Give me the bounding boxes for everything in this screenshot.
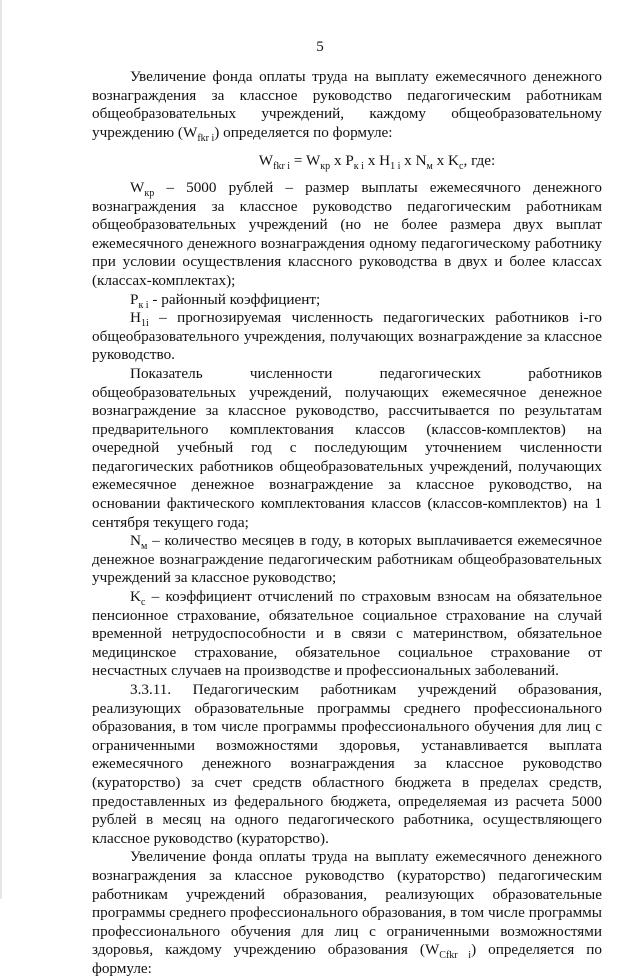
paragraph bbox=[92, 588, 602, 681]
subscript: с bbox=[140, 597, 146, 609]
text-run: – количество месяцев в году, в которых выплачивается ежемесячное денежное вознаграждение педагогическим работникам общеобразовательных учреждений за классное руководство; bbox=[92, 532, 602, 587]
subscript: м bbox=[426, 161, 433, 173]
text-run: K bbox=[130, 588, 141, 606]
paragraph bbox=[92, 532, 602, 588]
subscript: 1 i bbox=[390, 161, 401, 173]
subscript: к i bbox=[138, 299, 149, 311]
paragraph bbox=[92, 179, 602, 291]
text-run: x P bbox=[330, 152, 354, 170]
text-run: N bbox=[130, 532, 141, 550]
subscript: fkr i bbox=[197, 132, 215, 144]
subscript: fkr i bbox=[273, 161, 291, 173]
paragraph bbox=[92, 68, 602, 142]
text-run: H bbox=[130, 309, 141, 327]
text-run: = W bbox=[290, 152, 321, 170]
text-run: 3.3.11. Педагогическим работникам учреждений образования, реализующих образовательные программы среднего профессионального образования, в том числе программы профессионального обучения для лиц с ограниченными возможностями здоровья, устанавливается выплата ежемесячного денежного вознаграждения за классное руководство (кураторство) за счет средств областного бюджета в пределах средств, предоставленных из федерального бюджета, определяемая из расчета 5000 рублей в месяц на одного педагогического работника, осуществляющего классное руководство (кураторство). bbox=[92, 681, 602, 847]
text-run: Увеличение фонда оплаты труда на выплату ежемесячного денежного вознаграждения за классное руководство педагогическим работникам общеобразовательных учреждений, каждому общеобразовательному учреждению (W bbox=[92, 68, 602, 141]
subscript: 1i bbox=[140, 318, 149, 330]
subscript: кр bbox=[144, 188, 155, 199]
subscript: Cfkr i bbox=[439, 950, 472, 962]
text-run: ) определяется по формуле: bbox=[92, 941, 602, 977]
scan-edge bbox=[0, 0, 2, 899]
text-run: – прогнозируемая численность педагогических работников i-го общеобразовательного учреждения, получающих вознаграждение за классное руководство. bbox=[92, 309, 602, 364]
paragraph bbox=[92, 365, 602, 532]
paragraph bbox=[92, 291, 602, 310]
text-run: – 5000 рублей – размер выплаты ежемесячного денежного вознаграждения за классное руководство педагогическим работникам общеобразовательных учреждений (но не более размера двух выплат ежемесячного денежного вознаграждения одному педагогическому работнику при условии осуществления классного руководства в двух и более классах (классах-комплектах); bbox=[92, 178, 602, 289]
subscript: к i bbox=[353, 161, 364, 173]
text-run: P bbox=[130, 290, 139, 308]
text-run: Увеличение фонда оплаты труда на выплату ежемесячного денежного вознаграждения за классное руководство (кураторство) педагогическим работникам учреждений образования, реализующих образовательные программы среднего профессионального образования, в том числе программы профессионального обучения для лиц с ограниченными возможностями здоровья, каждому учреждению образования (W bbox=[92, 848, 602, 959]
text-run: x N bbox=[400, 152, 427, 170]
text-run: ) определяется по формуле: bbox=[214, 123, 393, 141]
paragraph bbox=[92, 681, 602, 848]
formula bbox=[92, 152, 602, 171]
paragraph bbox=[92, 848, 602, 978]
text-run: – коэффициент отчислений по страховым взносам на обязательное пенсионное страхование, обязательное социальное страхование на случай временной нетрудоспособности и в связи с материнством, обязательное медицинское страхование, обязательное социальное страхование от несчастных случаев на производстве и профессиональных заболеваний. bbox=[92, 588, 602, 680]
subscript: м bbox=[140, 541, 148, 553]
subscript: с bbox=[459, 161, 464, 173]
text-run: x H bbox=[363, 152, 391, 170]
text-run: W bbox=[130, 178, 145, 196]
subscript: кр bbox=[320, 161, 331, 173]
document-body bbox=[92, 68, 602, 979]
text-run: x K bbox=[432, 152, 460, 170]
page-number: 5 bbox=[316, 39, 324, 55]
text-run: Показатель численности педагогических работников общеобразовательных учреждений, получающих ежемесячное денежное вознаграждение за классное руководство, рассчитывается по результатам предварительного комплектования классов (классов-комплектов) на очередной учебный год с последующим уточнением численности педагогических работников общеобразовательных учреждений, получающих ежемесячное денежное вознаграждение за классное руководство, на основании фактического комплектования классов (классов-комплектов) на 1 сентября текущего года; bbox=[92, 364, 602, 531]
paragraph bbox=[92, 309, 602, 365]
text-run: - районный коэффициент; bbox=[148, 290, 321, 308]
text-run: , где: bbox=[463, 152, 496, 170]
text-run: W bbox=[258, 152, 274, 170]
